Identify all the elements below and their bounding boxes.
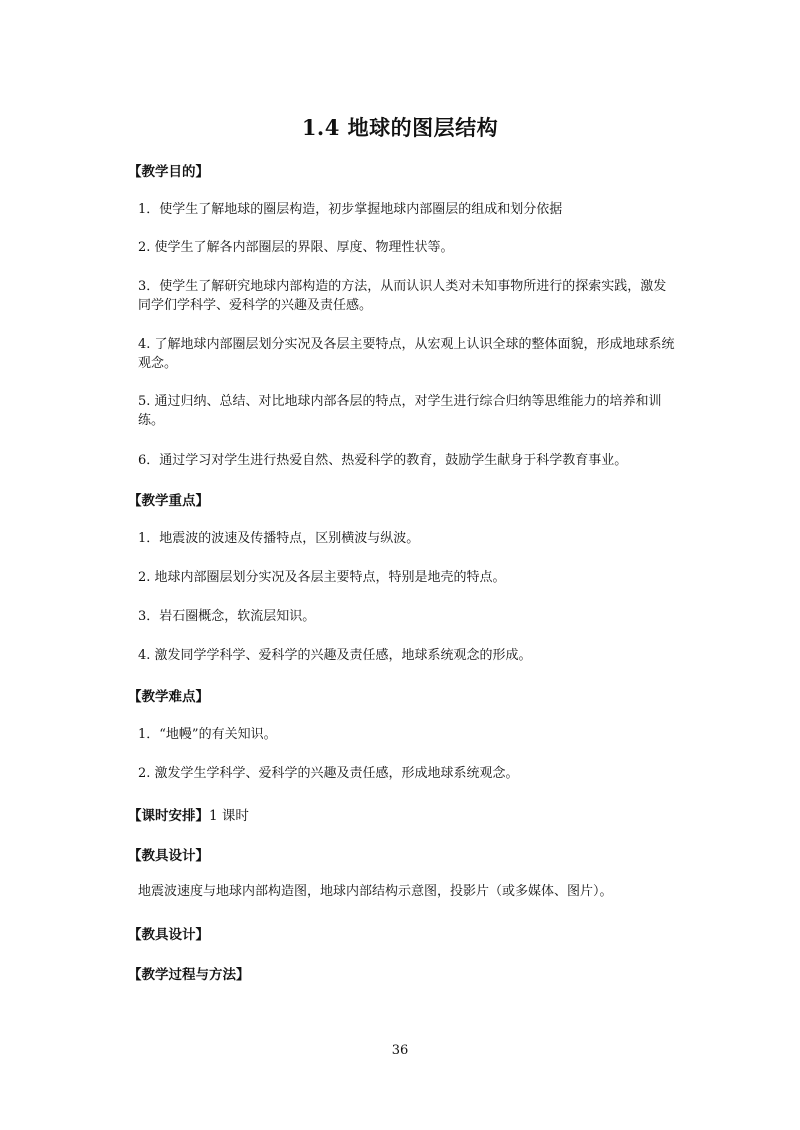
schedule-value: 1 课时 [209, 808, 249, 824]
objective-item-3: 3．使学生了解研究地球内部构造的方法，从而认识人类对未知事物所进行的探索实践，激发同学们学科学、爱科学的兴趣及责任感。 [138, 279, 667, 313]
key-point-item-3: 3．岩石圈概念，软流层知识。 [138, 609, 316, 624]
schedule-line [128, 804, 249, 824]
difficulty-item-2: 2. 激发学生学科学、爱科学的兴趣及责任感，形成地球系统观念。 [138, 766, 519, 781]
objective-item-6: 6．通过学习对学生进行热爱自然、热爱科学的教育，鼓励学生献身于科学教育事业。 [138, 453, 628, 468]
objectives-heading: 【教学目的】 [128, 164, 209, 180]
key-point-item-2: 2. 地球内部圈层划分实况及各层主要特点，特别是地壳的特点。 [138, 570, 506, 585]
page-title: 1.4 地球的图层结构 [301, 115, 499, 140]
page-number: 36 [391, 1043, 409, 1058]
schedule-heading: 【课时安排】 [128, 808, 209, 824]
difficulty-item-1: 1．“地幔”的有关知识。 [138, 727, 277, 742]
objective-item-4: 4. 了解地球内部圈层划分实况及各层主要特点，从宏观上认识全球的整体面貌，形成地球系统观念。 [138, 337, 675, 371]
objective-item-5: 5. 通过归纳、总结、对比地球内部各层的特点，对学生进行综合归纳等思维能力的培养和训练。 [138, 394, 662, 428]
key-point-item-4: 4. 激发同学学科学、爱科学的兴趣及责任感，地球系统观念的形成。 [138, 648, 532, 663]
tools-heading-1: 【教具设计】 [128, 848, 209, 864]
tools-heading-2: 【教具设计】 [128, 927, 209, 943]
objective-item-2: 2. 使学生了解各内部圈层的界限、厚度、物理性状等。 [138, 240, 454, 255]
difficulties-heading: 【教学难点】 [128, 689, 209, 705]
key-points-heading: 【教学重点】 [128, 493, 209, 509]
objective-item-1: 1．使学生了解地球的圈层构造，初步掌握地球内部圈层的组成和划分依据 [138, 202, 563, 217]
tools-description: 地震波速度与地球内部构造图，地球内部结构示意图，投影片（或多媒体、图片）。 [138, 884, 613, 899]
key-point-item-1: 1．地震波的波速及传播特点，区别横波与纵波。 [138, 531, 420, 546]
process-heading: 【教学过程与方法】 [128, 967, 250, 983]
